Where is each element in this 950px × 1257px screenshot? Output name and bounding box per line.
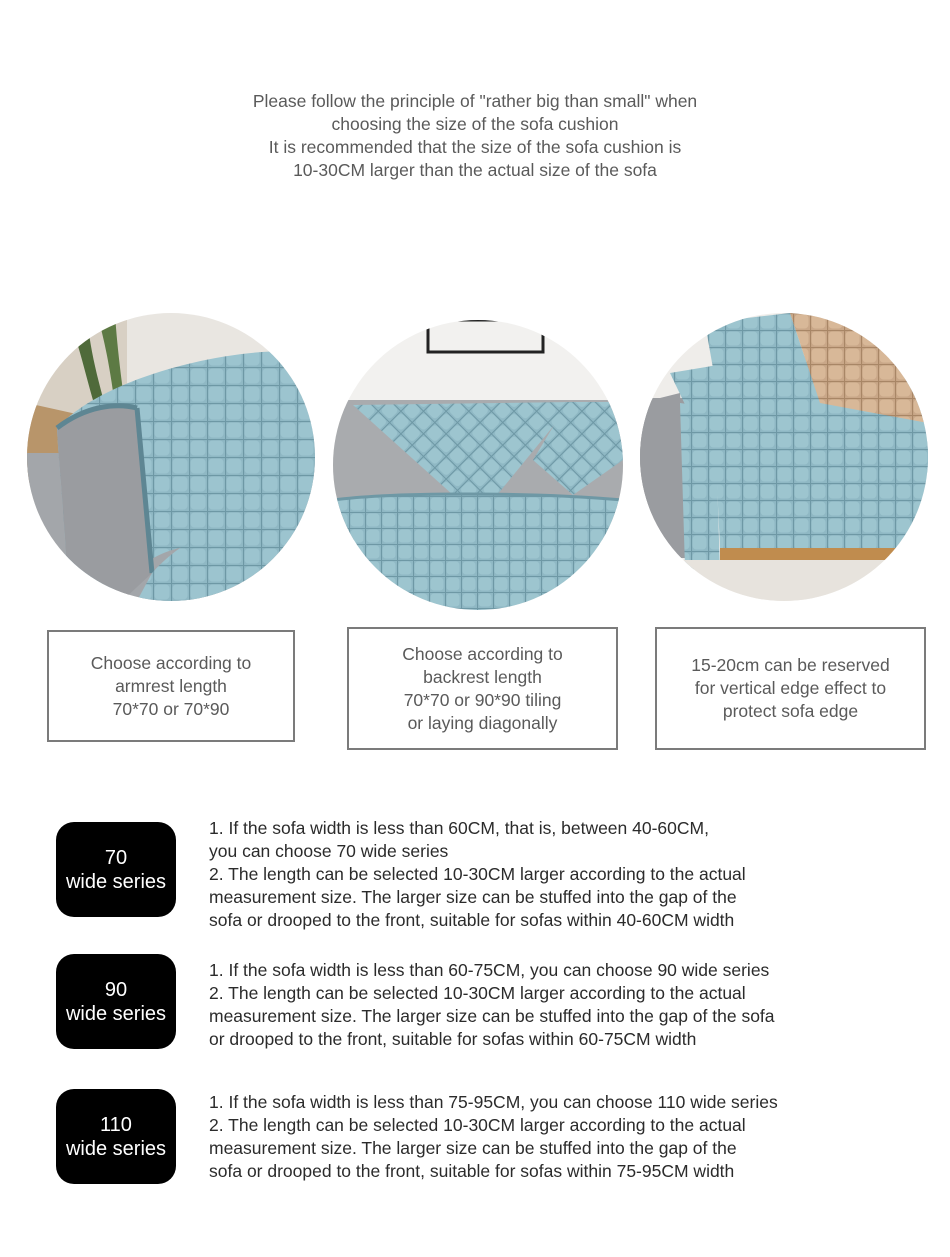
description-line: 1. If the sofa width is less than 75-95CM, you can choose 110 wide series [209, 1092, 778, 1112]
intro-line: 10-30CM larger than the actual size of the sofa [293, 160, 657, 180]
series-number: 110 [100, 1113, 132, 1136]
armrest-photo [27, 313, 315, 601]
description-line: measurement size. The larger size can be stuffed into the gap of the [209, 1138, 737, 1158]
intro-text [0, 90, 950, 182]
backrest-photo [333, 320, 623, 610]
description-line: or drooped to the front, suitable for sofas within 60-75CM width [209, 1029, 697, 1049]
note-line: 70*70 or 90*90 tiling [403, 689, 562, 710]
series-70-description [209, 817, 746, 932]
description-line: 2. The length can be selected 10-30CM larger according to the actual [209, 1115, 746, 1135]
series-number: 70 [104, 846, 128, 869]
series-90-description [209, 959, 775, 1051]
description-line: you can choose 70 wide series [209, 841, 449, 861]
vertical-edge-photo [640, 313, 928, 601]
note-line: 15-20cm can be reserved [691, 655, 890, 675]
backrest-note [347, 627, 618, 750]
description-line: 2. The length can be selected 10-30CM larger according to the actual [209, 864, 746, 884]
description-line: 1. If the sofa width is less than 60CM, that is, between 40-60CM, [209, 818, 709, 838]
note-line: backrest length [423, 666, 542, 687]
description-line: 2. The length can be selected 10-30CM larger according to the actual [209, 983, 746, 1003]
intro-line: choosing the size of the sofa cushion [331, 114, 619, 134]
note-line: Choose according to [90, 652, 252, 673]
note-line: or laying diagonally [407, 712, 558, 733]
series-number: 90 [104, 978, 128, 1001]
description-line: 1. If the sofa width is less than 60-75CM, you can choose 90 wide series [209, 960, 770, 980]
note-line: protect sofa edge [722, 701, 859, 721]
intro-line: It is recommended that the size of the sofa cushion is [268, 137, 682, 157]
series-70-badge [56, 822, 176, 917]
series-110-description [209, 1091, 778, 1183]
series-110-badge [56, 1089, 176, 1184]
note-line: armrest length [115, 675, 227, 696]
intro-line: Please follow the principle of "rather big than small" when [252, 91, 698, 111]
description-line: measurement size. The larger size can be stuffed into the gap of the [209, 887, 737, 907]
note-line: 70*70 or 70*90 [112, 698, 230, 719]
note-line: Choose according to [402, 643, 563, 664]
vertical-edge-note [655, 627, 926, 750]
series-label: wide series [65, 870, 167, 893]
description-line: measurement size. The larger size can be stuffed into the gap of the sofa [209, 1006, 775, 1026]
armrest-note [47, 630, 295, 742]
note-line: for vertical edge effect to [694, 678, 887, 698]
series-label: wide series [65, 1002, 167, 1025]
description-line: sofa or drooped to the front, suitable for sofas within 75-95CM width [209, 1161, 735, 1181]
series-90-badge [56, 954, 176, 1049]
series-label: wide series [65, 1137, 167, 1160]
description-line: sofa or drooped to the front, suitable for sofas within 40-60CM width [209, 910, 735, 930]
